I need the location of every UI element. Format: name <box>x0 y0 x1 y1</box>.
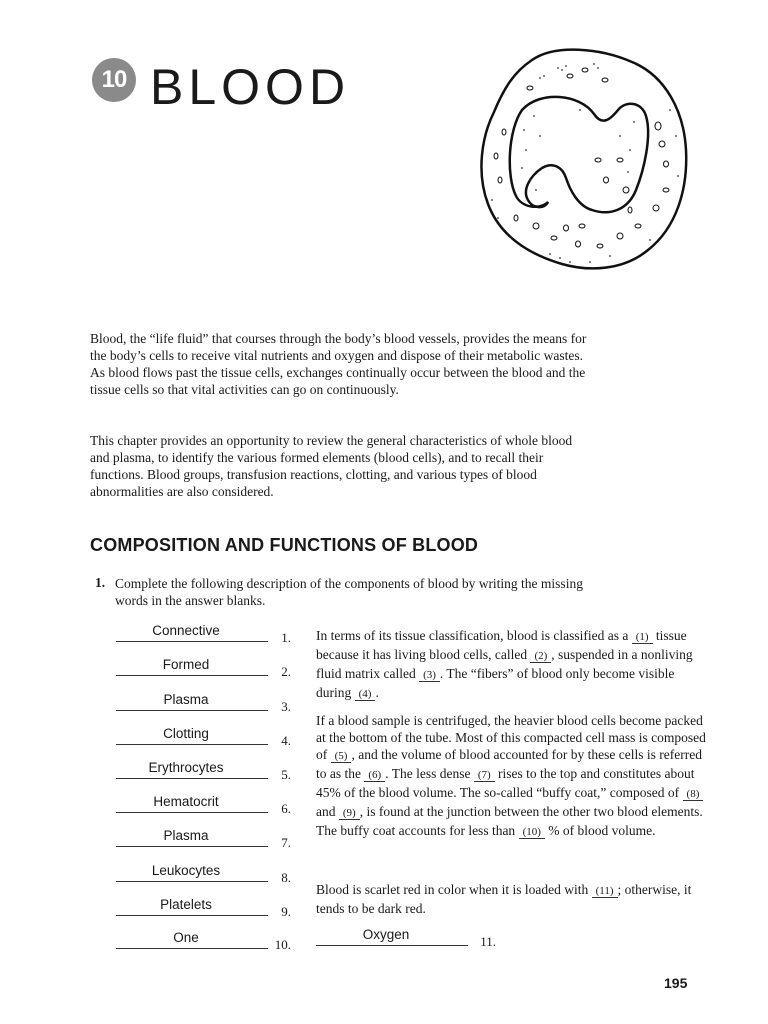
answer-number: 1. <box>281 630 291 645</box>
answer-blank-ref: (11) <box>592 885 618 898</box>
chapter-title: BLOOD <box>150 59 351 115</box>
answer-value: Clotting <box>163 726 209 741</box>
answer-row[interactable] <box>116 862 291 886</box>
answer-row[interactable] <box>116 691 291 715</box>
answer-blank-line <box>116 881 268 882</box>
answer-blank-line <box>116 641 268 642</box>
answer-value: Connective <box>152 623 220 638</box>
answer-blank-line <box>116 915 268 916</box>
answer-number: 7. <box>281 835 291 850</box>
passage-text: If a blood sample is centrifuged, the heavier blood cells become packed at the bottom of the tube. Most of this compacted cell mass is composed of <box>316 713 706 762</box>
answer-number: 4. <box>281 733 291 748</box>
answer-blank-ref: (3) <box>419 669 440 682</box>
answer-value: Formed <box>162 657 210 672</box>
answer-row[interactable] <box>116 622 291 646</box>
answer-number: 8. <box>281 870 291 885</box>
answer-value: Hematocrit <box>153 794 219 809</box>
section-heading: COMPOSITION AND FUNCTIONS OF BLOOD <box>90 535 479 555</box>
chapter-number-badge: 10 <box>92 58 136 102</box>
answer-row[interactable] <box>116 827 291 851</box>
passage-text: , is found at the junction between the other two blood elements. The buffy coat accounts for less than <box>316 804 703 838</box>
white-blood-cell-illustration <box>470 40 700 290</box>
page-number: 195 <box>664 975 688 991</box>
answer-blank-ref: (10) <box>519 826 545 839</box>
passage-text: tissue because it has living blood cells, called <box>316 628 687 662</box>
answer-number: 3. <box>281 699 291 714</box>
answer-number: 6. <box>281 801 291 816</box>
answer-row[interactable] <box>116 793 291 817</box>
answer-row[interactable] <box>116 759 291 783</box>
answer-blank-ref: (7) <box>474 769 495 782</box>
answer-blank-ref: (5) <box>331 750 352 763</box>
question-number: 1. <box>95 575 106 590</box>
answer-blank-line <box>116 812 268 813</box>
intro-paragraph-2: This chapter provides an opportunity to review the general characteristics of whole blood and plasma, to identify the various formed elements (blood cells), and to recall their functions. Blood groups, transfusion reactions, clotting, and various types of blood abnormalities are also considered. <box>90 433 573 499</box>
intro-paragraph-1: Blood, the “life fluid” that courses through the body’s blood vessels, provides the means for the body’s cells to receive vital nutrients and oxygen and dispose of their metabolic wastes. As blood flows past the tissue cells, exchanges continually occur between the blood and the tissue cells so that vital activities can go on continuously. <box>90 331 587 397</box>
answer-blank-ref: (2) <box>530 650 551 663</box>
answer-number: 5. <box>281 767 291 782</box>
answer-number: 2. <box>281 664 291 679</box>
answer-blank-line <box>116 846 268 847</box>
answer-blank-line <box>116 710 268 711</box>
answer-blank-line <box>116 948 268 949</box>
answer-value: One <box>173 930 199 945</box>
passage-paragraph-1 <box>316 627 706 703</box>
answer-number: 10. <box>274 937 291 952</box>
passage-paragraph-2 <box>316 712 706 841</box>
answer-value: Plasma <box>163 828 209 843</box>
answer-blank-ref: (4) <box>355 688 376 701</box>
answer-value: Leukocytes <box>151 863 221 878</box>
answer-number: 11. <box>480 934 496 949</box>
answer-row[interactable] <box>116 725 291 749</box>
answer-row[interactable] <box>116 656 291 680</box>
answer-value: Platelets <box>160 897 212 912</box>
passage-text: Blood is scarlet red in color when it is loaded with <box>316 882 589 897</box>
answer-row[interactable] <box>116 896 291 920</box>
answer-row[interactable] <box>116 929 291 953</box>
answer-blank-ref: (6) <box>364 769 385 782</box>
passage-text: ; otherwise, it tends to be dark red. <box>316 882 692 916</box>
passage-paragraph-3 <box>316 881 706 917</box>
answer-number: 9. <box>281 904 291 919</box>
passage-text: In terms of its tissue classification, blood is classified as a <box>316 628 629 643</box>
answer-value: Plasma <box>163 692 209 707</box>
answer-blank-line <box>116 744 268 745</box>
passage-text: . <box>375 685 379 700</box>
passage-text: . The less dense <box>385 766 471 781</box>
passage-text: rises to the top and constitutes about 45% of the blood volume. The so-called “buffy coat,” composed of <box>316 766 695 800</box>
answer-value: Erythrocytes <box>148 760 224 775</box>
passage-text: . The “fibers” of blood only become visible during <box>316 666 675 700</box>
answer-blank-ref: (1) <box>632 631 653 644</box>
passage-text: , and the volume of blood accounted for by these cells is referred to as the <box>316 747 702 781</box>
passage-text: , suspended in a nonliving fluid matrix called <box>316 647 693 681</box>
answer-value: Oxygen <box>362 927 410 942</box>
passage-text: % of blood volume. <box>548 823 656 838</box>
answer-blank-line <box>116 675 268 676</box>
answer-blank-ref: (8) <box>683 788 704 801</box>
passage-text: and <box>316 804 336 819</box>
answer-row[interactable] <box>316 926 496 950</box>
answer-blank-ref: (9) <box>339 807 360 820</box>
question-instruction: Complete the following description of the components of blood by writing the missing words in the answer blanks. <box>115 576 583 608</box>
answer-blank-line <box>316 945 468 946</box>
answer-blank-line <box>116 778 268 779</box>
